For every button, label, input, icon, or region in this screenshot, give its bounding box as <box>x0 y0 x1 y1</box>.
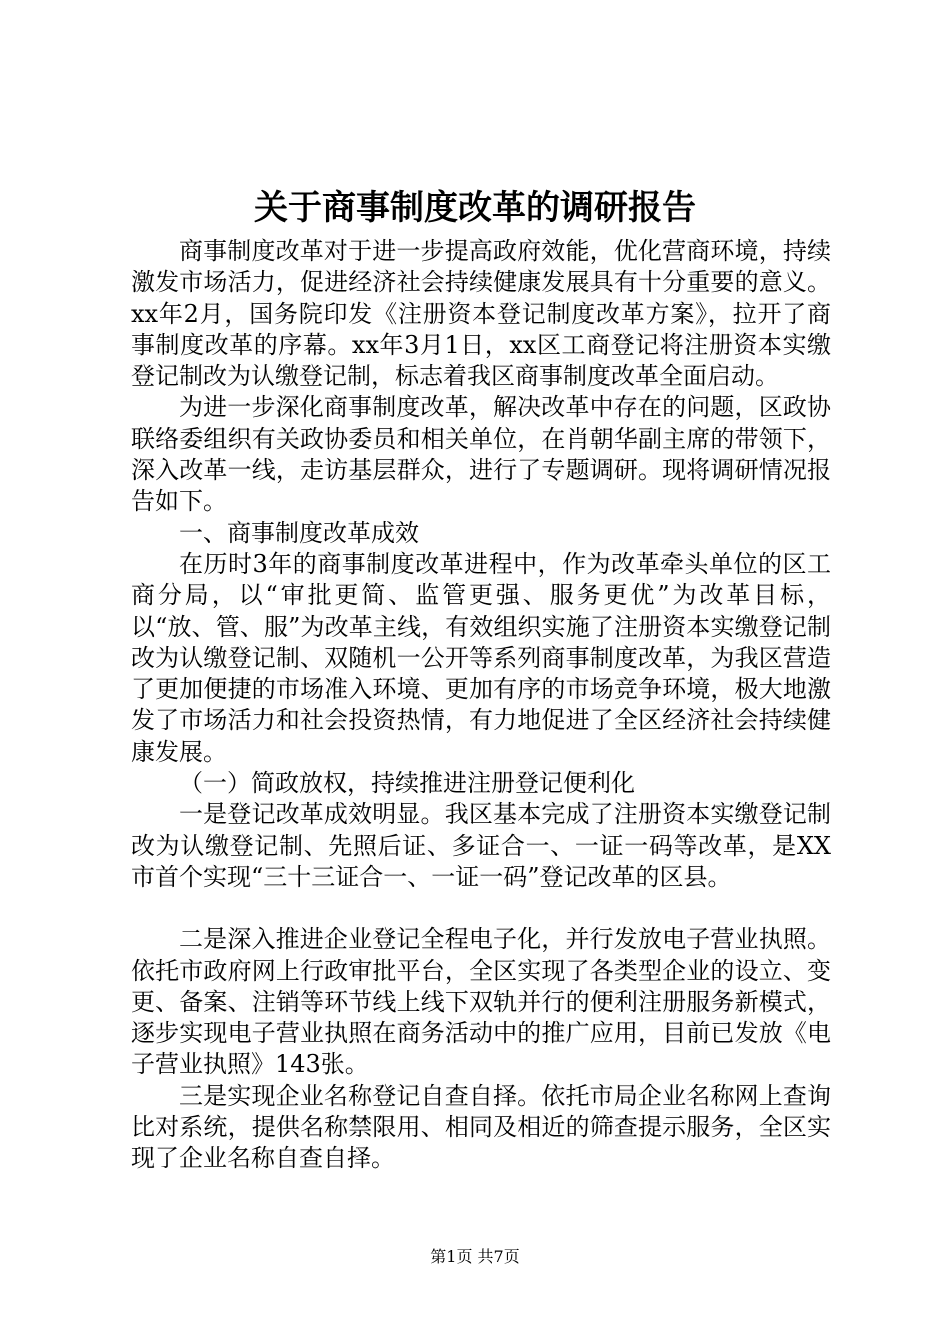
paragraph-purpose: 为进一步深化商事制度改革，解决改革中存在的问题，区政协联络委组织有关政协委员和相关单位，在肖朝华副主席的带领下，深入改革一线，走访基层群众，进行了专题调研。现将调研情况报告如下。 <box>131 393 831 516</box>
paragraph-intro: 商事制度改革对于进一步提高政府效能，优化营商环境，持续激发市场活力，促进经济社会持续健康发展具有十分重要的意义。xx年2月，国务院印发《注册资本登记制度改革方案》，拉开了商事制度改革的序幕。xx年3月1日，xx区工商登记将注册资本实缴登记制改为认缴登记制，标志着我区商事制度改革全面启动。 <box>131 237 831 391</box>
document-body <box>131 236 831 1175</box>
section-heading: 一、商事制度改革成效 <box>179 518 419 547</box>
paragraph-results: 在历时3年的商事制度改革进程中，作为改革牵头单位的区工商分局，以“审批更简、监管更强、服务更优”为改革目标，以“放、管、服”为改革主线，有效组织实施了注册资本实缴登记制改为认缴登记制、双随机一公开等系列商事制度改革，为我区营造了更加便捷的市场准入环境、更加有序的市场竞争环境，极大地激发了市场活力和社会投资热情，有力地促进了全区经济社会持续健康发展。 <box>131 549 831 766</box>
subsection-heading: （一）简政放权，持续推进注册登记便利化 <box>179 769 635 798</box>
document-title: 关于商事制度改革的调研报告 <box>254 188 696 228</box>
paragraph-point-two: 二是深入推进企业登记全程电子化，并行发放电子营业执照。依托市政府网上行政审批平台，全区实现了各类型企业的设立、变更、备案、注销等环节线上线下双轨并行的便利注册服务新模式，逐步实现电子营业执照在商务活动中的推广应用，目前已发放《电子营业执照》143张。 <box>131 925 831 1079</box>
paragraph-point-three: 三是实现企业名称登记自查自择。依托市局企业名称网上查询比对系统，提供名称禁限用、相同及相近的筛查提示服务，全区实现了企业名称自查自择。 <box>131 1081 831 1173</box>
paragraph-point-one: 一是登记改革成效明显。我区基本完成了注册资本实缴登记制改为认缴登记制、先照后证、多证合一、一证一码等改革，是XX市首个实现“三十三证合一、一证一码”登记改革的区县。 <box>131 800 831 891</box>
page-number-footer: 第1页 共7页 <box>430 1247 520 1266</box>
